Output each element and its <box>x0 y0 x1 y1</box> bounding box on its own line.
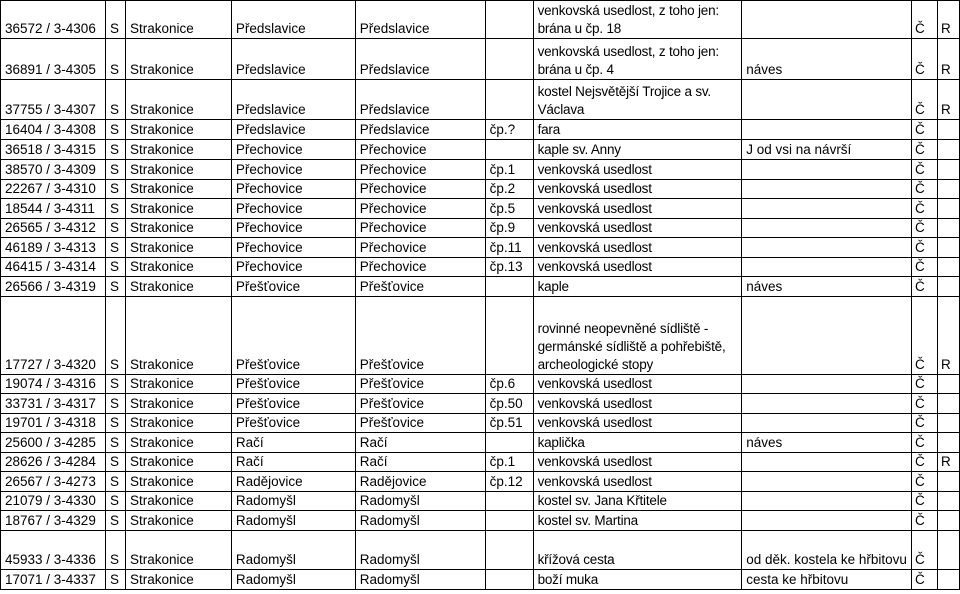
cell-district[interactable]: Strakonice <box>125 433 231 453</box>
cell-locality[interactable]: Radomyšl <box>355 511 485 531</box>
cell-house-number[interactable]: čp.? <box>485 120 533 140</box>
cell-flag-r[interactable] <box>937 433 959 453</box>
cell-location[interactable] <box>742 453 912 472</box>
cell-description[interactable]: venkovská usedlost <box>533 199 742 219</box>
cell-id[interactable]: 16404 / 3-4308 <box>1 120 106 140</box>
cell-locality[interactable]: Přechovice <box>355 219 485 238</box>
cell-id[interactable]: 18767 / 3-4329 <box>1 511 106 531</box>
cell-flag-c[interactable]: Č <box>911 375 937 394</box>
cell-district[interactable]: Strakonice <box>125 297 231 375</box>
cell-locality[interactable]: Přechovice <box>355 199 485 219</box>
cell-location[interactable] <box>742 258 912 277</box>
cell-description[interactable]: kostel Nejsvětější Trojice a sv. Václava <box>533 80 742 120</box>
cell-flag-c[interactable]: Č <box>911 80 937 120</box>
cell-id[interactable]: 37755 / 3-4307 <box>1 80 106 120</box>
cell-house-number[interactable]: čp.1 <box>485 453 533 472</box>
cell-locality[interactable]: Přešťovice <box>355 297 485 375</box>
cell-description[interactable]: venkovská usedlost <box>533 472 742 492</box>
cell-locality[interactable]: Přechovice <box>355 258 485 277</box>
cell-location[interactable] <box>742 394 912 414</box>
cell-municipality[interactable]: Radějovice <box>231 472 355 492</box>
cell-flag-r[interactable] <box>937 180 959 199</box>
cell-district[interactable]: Strakonice <box>125 414 231 433</box>
table-row <box>1 140 960 160</box>
cell-municipality[interactable]: Přešťovice <box>231 375 355 394</box>
cell-location[interactable]: náves <box>742 277 912 297</box>
cell-flag-c[interactable]: Č <box>911 453 937 472</box>
table-row <box>1 570 960 590</box>
cell-district[interactable]: Strakonice <box>125 570 231 590</box>
cell-location[interactable] <box>742 375 912 394</box>
cell-house-number[interactable]: čp.51 <box>485 414 533 433</box>
cell-flag-r[interactable] <box>937 258 959 277</box>
cell-flag-r[interactable] <box>937 277 959 297</box>
cell-flag-c[interactable]: Č <box>911 297 937 375</box>
cell-house-number[interactable] <box>485 433 533 453</box>
cell-locality[interactable]: Předslavice <box>355 1 485 39</box>
cell-flag-r[interactable]: R <box>937 297 959 375</box>
cell-house-number[interactable]: čp.11 <box>485 238 533 258</box>
cell-house-number[interactable] <box>485 297 533 375</box>
table-row <box>1 238 960 258</box>
cell-region[interactable]: S <box>105 1 125 39</box>
cell-district[interactable]: Strakonice <box>125 120 231 140</box>
cell-location[interactable]: J od vsi na návrší <box>742 140 912 160</box>
cell-district[interactable]: Strakonice <box>125 492 231 511</box>
cell-region[interactable]: S <box>105 120 125 140</box>
cell-district[interactable]: Strakonice <box>125 180 231 199</box>
cell-house-number[interactable]: čp.13 <box>485 258 533 277</box>
cell-location[interactable] <box>742 160 912 180</box>
cell-flag-c[interactable]: Č <box>911 1 937 39</box>
cell-municipality[interactable]: Přešťovice <box>231 297 355 375</box>
cell-flag-c[interactable]: Č <box>911 492 937 511</box>
cell-location[interactable] <box>742 414 912 433</box>
cell-flag-c[interactable]: Č <box>911 511 937 531</box>
cell-region[interactable]: S <box>105 394 125 414</box>
cell-flag-r[interactable] <box>937 120 959 140</box>
cell-region[interactable]: S <box>105 531 125 570</box>
cell-flag-c[interactable]: Č <box>911 140 937 160</box>
cell-flag-r[interactable] <box>937 511 959 531</box>
cell-flag-r[interactable]: R <box>937 80 959 120</box>
cell-id[interactable]: 19701 / 3-4318 <box>1 414 106 433</box>
cell-municipality[interactable]: Předslavice <box>231 80 355 120</box>
cell-region[interactable]: S <box>105 433 125 453</box>
cell-flag-c[interactable]: Č <box>911 258 937 277</box>
cell-description[interactable]: kaple sv. Anny <box>533 140 742 160</box>
table-row <box>1 1 960 39</box>
cell-house-number[interactable] <box>485 39 533 80</box>
cell-description[interactable]: venkovská usedlost <box>533 180 742 199</box>
cell-municipality[interactable]: Předslavice <box>231 120 355 140</box>
cell-flag-c[interactable]: Č <box>911 570 937 590</box>
cell-flag-c[interactable]: Č <box>911 160 937 180</box>
cell-region[interactable]: S <box>105 375 125 394</box>
table-row <box>1 258 960 277</box>
cell-municipality[interactable]: Přechovice <box>231 180 355 199</box>
cell-id[interactable]: 46415 / 3-4314 <box>1 258 106 277</box>
cell-id[interactable]: 28626 / 3-4284 <box>1 453 106 472</box>
cell-description[interactable]: venkovská usedlost <box>533 453 742 472</box>
cell-district[interactable]: Strakonice <box>125 453 231 472</box>
cell-id[interactable]: 17071 / 3-4337 <box>1 570 106 590</box>
cell-description[interactable]: křížová cesta <box>533 531 742 570</box>
cell-flag-c[interactable]: Č <box>911 277 937 297</box>
cell-region[interactable]: S <box>105 238 125 258</box>
cell-flag-c[interactable]: Č <box>911 180 937 199</box>
cell-flag-r[interactable] <box>937 492 959 511</box>
cell-house-number[interactable] <box>485 570 533 590</box>
cell-description[interactable]: kaplička <box>533 433 742 453</box>
table-row <box>1 531 960 570</box>
cell-locality[interactable]: Přechovice <box>355 238 485 258</box>
cell-description[interactable]: venkovská usedlost, z toho jen: brána u čp. 18 <box>533 1 742 39</box>
cell-locality[interactable]: Přešťovice <box>355 375 485 394</box>
table-row <box>1 394 960 414</box>
cell-district[interactable]: Strakonice <box>125 80 231 120</box>
cell-district[interactable]: Strakonice <box>125 219 231 238</box>
cell-flag-r[interactable] <box>937 219 959 238</box>
cell-flag-r[interactable] <box>937 160 959 180</box>
cell-flag-c[interactable]: Č <box>911 433 937 453</box>
cell-district[interactable]: Strakonice <box>125 375 231 394</box>
cell-region[interactable]: S <box>105 472 125 492</box>
cell-region[interactable]: S <box>105 258 125 277</box>
cell-flag-c[interactable]: Č <box>911 531 937 570</box>
table-row <box>1 80 960 120</box>
cell-locality[interactable]: Přešťovice <box>355 414 485 433</box>
cell-region[interactable]: S <box>105 80 125 120</box>
cell-district[interactable]: Strakonice <box>125 199 231 219</box>
cell-location[interactable] <box>742 492 912 511</box>
cell-district[interactable]: Strakonice <box>125 160 231 180</box>
cell-description[interactable]: venkovská usedlost <box>533 375 742 394</box>
cell-flag-r[interactable] <box>937 238 959 258</box>
cell-municipality[interactable]: Radomyšl <box>231 531 355 570</box>
table-row <box>1 199 960 219</box>
cell-region[interactable]: S <box>105 492 125 511</box>
cell-id[interactable]: 36891 / 3-4305 <box>1 39 106 80</box>
cell-region[interactable]: S <box>105 570 125 590</box>
cell-flag-c[interactable]: Č <box>911 394 937 414</box>
cell-locality[interactable]: Předslavice <box>355 80 485 120</box>
cell-house-number[interactable]: čp.12 <box>485 472 533 492</box>
cell-description[interactable]: venkovská usedlost, z toho jen: brána u čp. 4 <box>533 39 742 80</box>
cell-locality[interactable]: Radomyšl <box>355 492 485 511</box>
cell-municipality[interactable]: Račí <box>231 433 355 453</box>
cell-municipality[interactable]: Přechovice <box>231 199 355 219</box>
cell-id[interactable]: 33731 / 3-4317 <box>1 394 106 414</box>
cell-locality[interactable]: Přechovice <box>355 180 485 199</box>
cell-municipality[interactable]: Radomyšl <box>231 570 355 590</box>
cell-flag-r[interactable] <box>937 140 959 160</box>
cell-description[interactable]: fara <box>533 120 742 140</box>
cell-house-number[interactable] <box>485 511 533 531</box>
cell-municipality[interactable]: Račí <box>231 453 355 472</box>
cell-id[interactable]: 21079 / 3-4330 <box>1 492 106 511</box>
cell-flag-c[interactable]: Č <box>911 199 937 219</box>
cell-id[interactable]: 36518 / 3-4315 <box>1 140 106 160</box>
cell-locality[interactable]: Přešťovice <box>355 277 485 297</box>
cell-district[interactable]: Strakonice <box>125 394 231 414</box>
cell-municipality[interactable]: Přešťovice <box>231 394 355 414</box>
cell-house-number[interactable] <box>485 1 533 39</box>
cell-flag-c[interactable]: Č <box>911 238 937 258</box>
cell-region[interactable]: S <box>105 414 125 433</box>
cell-district[interactable]: Strakonice <box>125 140 231 160</box>
cell-flag-r[interactable]: R <box>937 453 959 472</box>
cell-flag-c[interactable]: Č <box>911 414 937 433</box>
cell-house-number[interactable] <box>485 531 533 570</box>
cell-district[interactable]: Strakonice <box>125 258 231 277</box>
cell-house-number[interactable] <box>485 140 533 160</box>
cell-district[interactable]: Strakonice <box>125 531 231 570</box>
cell-location[interactable] <box>742 219 912 238</box>
cell-location[interactable] <box>742 1 912 39</box>
cell-location[interactable] <box>742 238 912 258</box>
table-row <box>1 375 960 394</box>
cell-district[interactable]: Strakonice <box>125 238 231 258</box>
cell-region[interactable]: S <box>105 277 125 297</box>
table-row <box>1 472 960 492</box>
cell-description[interactable]: kaple <box>533 277 742 297</box>
cell-location[interactable] <box>742 511 912 531</box>
cell-locality[interactable]: Předslavice <box>355 120 485 140</box>
cell-locality[interactable]: Radomyšl <box>355 531 485 570</box>
cell-flag-r[interactable] <box>937 531 959 570</box>
cell-locality[interactable]: Přešťovice <box>355 394 485 414</box>
cell-municipality[interactable]: Předslavice <box>231 39 355 80</box>
cell-id[interactable]: 26567 / 3-4273 <box>1 472 106 492</box>
cell-description[interactable]: venkovská usedlost <box>533 394 742 414</box>
cell-house-number[interactable]: čp.9 <box>485 219 533 238</box>
cell-id[interactable]: 25600 / 3-4285 <box>1 433 106 453</box>
cell-id[interactable]: 26566 / 3-4319 <box>1 277 106 297</box>
cell-flag-r[interactable] <box>937 414 959 433</box>
cell-id[interactable]: 36572 / 3-4306 <box>1 1 106 39</box>
cell-id[interactable]: 19074 / 3-4316 <box>1 375 106 394</box>
cell-location[interactable]: od děk. kostela ke hřbitovu <box>742 531 912 570</box>
cell-flag-r[interactable]: R <box>937 39 959 80</box>
cell-region[interactable]: S <box>105 453 125 472</box>
cell-municipality[interactable]: Přechovice <box>231 258 355 277</box>
cell-house-number[interactable]: čp.2 <box>485 180 533 199</box>
cell-municipality[interactable]: Radomyšl <box>231 492 355 511</box>
cell-id[interactable]: 38570 / 3-4309 <box>1 160 106 180</box>
table-row <box>1 453 960 472</box>
table-row <box>1 219 960 238</box>
cell-description[interactable]: boží muka <box>533 570 742 590</box>
table-row <box>1 180 960 199</box>
table-row <box>1 414 960 433</box>
cell-municipality[interactable]: Přechovice <box>231 238 355 258</box>
cell-locality[interactable]: Přechovice <box>355 160 485 180</box>
cell-region[interactable]: S <box>105 219 125 238</box>
cell-location[interactable] <box>742 80 912 120</box>
cell-municipality[interactable]: Předslavice <box>231 1 355 39</box>
cell-house-number[interactable]: čp.6 <box>485 375 533 394</box>
cell-flag-c[interactable]: Č <box>911 120 937 140</box>
cell-flag-r[interactable] <box>937 375 959 394</box>
table-row <box>1 39 960 80</box>
cell-house-number[interactable] <box>485 277 533 297</box>
cell-municipality[interactable]: Přechovice <box>231 219 355 238</box>
cell-locality[interactable]: Přechovice <box>355 140 485 160</box>
cell-municipality[interactable]: Radomyšl <box>231 511 355 531</box>
table-row <box>1 277 960 297</box>
cell-description[interactable]: venkovská usedlost <box>533 258 742 277</box>
cell-house-number[interactable]: čp.5 <box>485 199 533 219</box>
cell-house-number[interactable] <box>485 492 533 511</box>
cell-flag-c[interactable]: Č <box>911 472 937 492</box>
cell-region[interactable]: S <box>105 511 125 531</box>
cell-region[interactable]: S <box>105 297 125 375</box>
cell-municipality[interactable]: Přešťovice <box>231 277 355 297</box>
cell-district[interactable]: Strakonice <box>125 277 231 297</box>
cell-house-number[interactable] <box>485 80 533 120</box>
cell-locality[interactable]: Račí <box>355 453 485 472</box>
cell-region[interactable]: S <box>105 39 125 80</box>
cell-district[interactable]: Strakonice <box>125 511 231 531</box>
cell-location[interactable]: cesta ke hřbitovu <box>742 570 912 590</box>
cell-house-number[interactable]: čp.1 <box>485 160 533 180</box>
cell-location[interactable]: náves <box>742 39 912 80</box>
cell-id[interactable]: 18544 / 3-4311 <box>1 199 106 219</box>
cell-description[interactable]: venkovská usedlost <box>533 219 742 238</box>
cell-locality[interactable]: Račí <box>355 433 485 453</box>
cell-description[interactable]: venkovská usedlost <box>533 160 742 180</box>
cell-description[interactable]: venkovská usedlost <box>533 414 742 433</box>
cell-location[interactable] <box>742 297 912 375</box>
cell-location[interactable] <box>742 199 912 219</box>
cell-locality[interactable]: Předslavice <box>355 39 485 80</box>
cell-location[interactable] <box>742 180 912 199</box>
cell-description[interactable]: kostel sv. Jana Křtitele <box>533 492 742 511</box>
cell-location[interactable] <box>742 472 912 492</box>
table-row <box>1 120 960 140</box>
cell-id[interactable]: 45933 / 3-4336 <box>1 531 106 570</box>
cell-location[interactable] <box>742 120 912 140</box>
cell-id[interactable]: 46189 / 3-4313 <box>1 238 106 258</box>
cell-district[interactable]: Strakonice <box>125 1 231 39</box>
table-row <box>1 511 960 531</box>
cell-region[interactable]: S <box>105 160 125 180</box>
cell-description[interactable]: venkovská usedlost <box>533 238 742 258</box>
cell-locality[interactable]: Radějovice <box>355 472 485 492</box>
table-row <box>1 492 960 511</box>
cell-municipality[interactable]: Přešťovice <box>231 414 355 433</box>
cell-flag-r[interactable] <box>937 472 959 492</box>
cell-id[interactable]: 26565 / 3-4312 <box>1 219 106 238</box>
cell-flag-r[interactable]: R <box>937 1 959 39</box>
cell-flag-c[interactable]: Č <box>911 39 937 80</box>
cell-flag-r[interactable] <box>937 199 959 219</box>
cell-flag-r[interactable] <box>937 570 959 590</box>
table-row <box>1 297 960 375</box>
table-row <box>1 160 960 180</box>
cell-district[interactable]: Strakonice <box>125 472 231 492</box>
cell-municipality[interactable]: Přechovice <box>231 140 355 160</box>
cell-location[interactable]: náves <box>742 433 912 453</box>
table-row <box>1 433 960 453</box>
cell-id[interactable]: 17727 / 3-4320 <box>1 297 106 375</box>
cell-description[interactable]: rovinné neopevněné sídliště - germánské sídliště a pohřebiště, archeologické stopy <box>533 297 742 375</box>
cell-flag-c[interactable]: Č <box>911 219 937 238</box>
cell-description[interactable]: kostel sv. Martina <box>533 511 742 531</box>
cell-flag-r[interactable] <box>937 394 959 414</box>
cell-house-number[interactable]: čp.50 <box>485 394 533 414</box>
cell-region[interactable]: S <box>105 180 125 199</box>
cell-locality[interactable]: Radomyšl <box>355 570 485 590</box>
cell-id[interactable]: 22267 / 3-4310 <box>1 180 106 199</box>
cell-municipality[interactable]: Přechovice <box>231 160 355 180</box>
cell-district[interactable]: Strakonice <box>125 39 231 80</box>
cell-region[interactable]: S <box>105 140 125 160</box>
cell-region[interactable]: S <box>105 199 125 219</box>
